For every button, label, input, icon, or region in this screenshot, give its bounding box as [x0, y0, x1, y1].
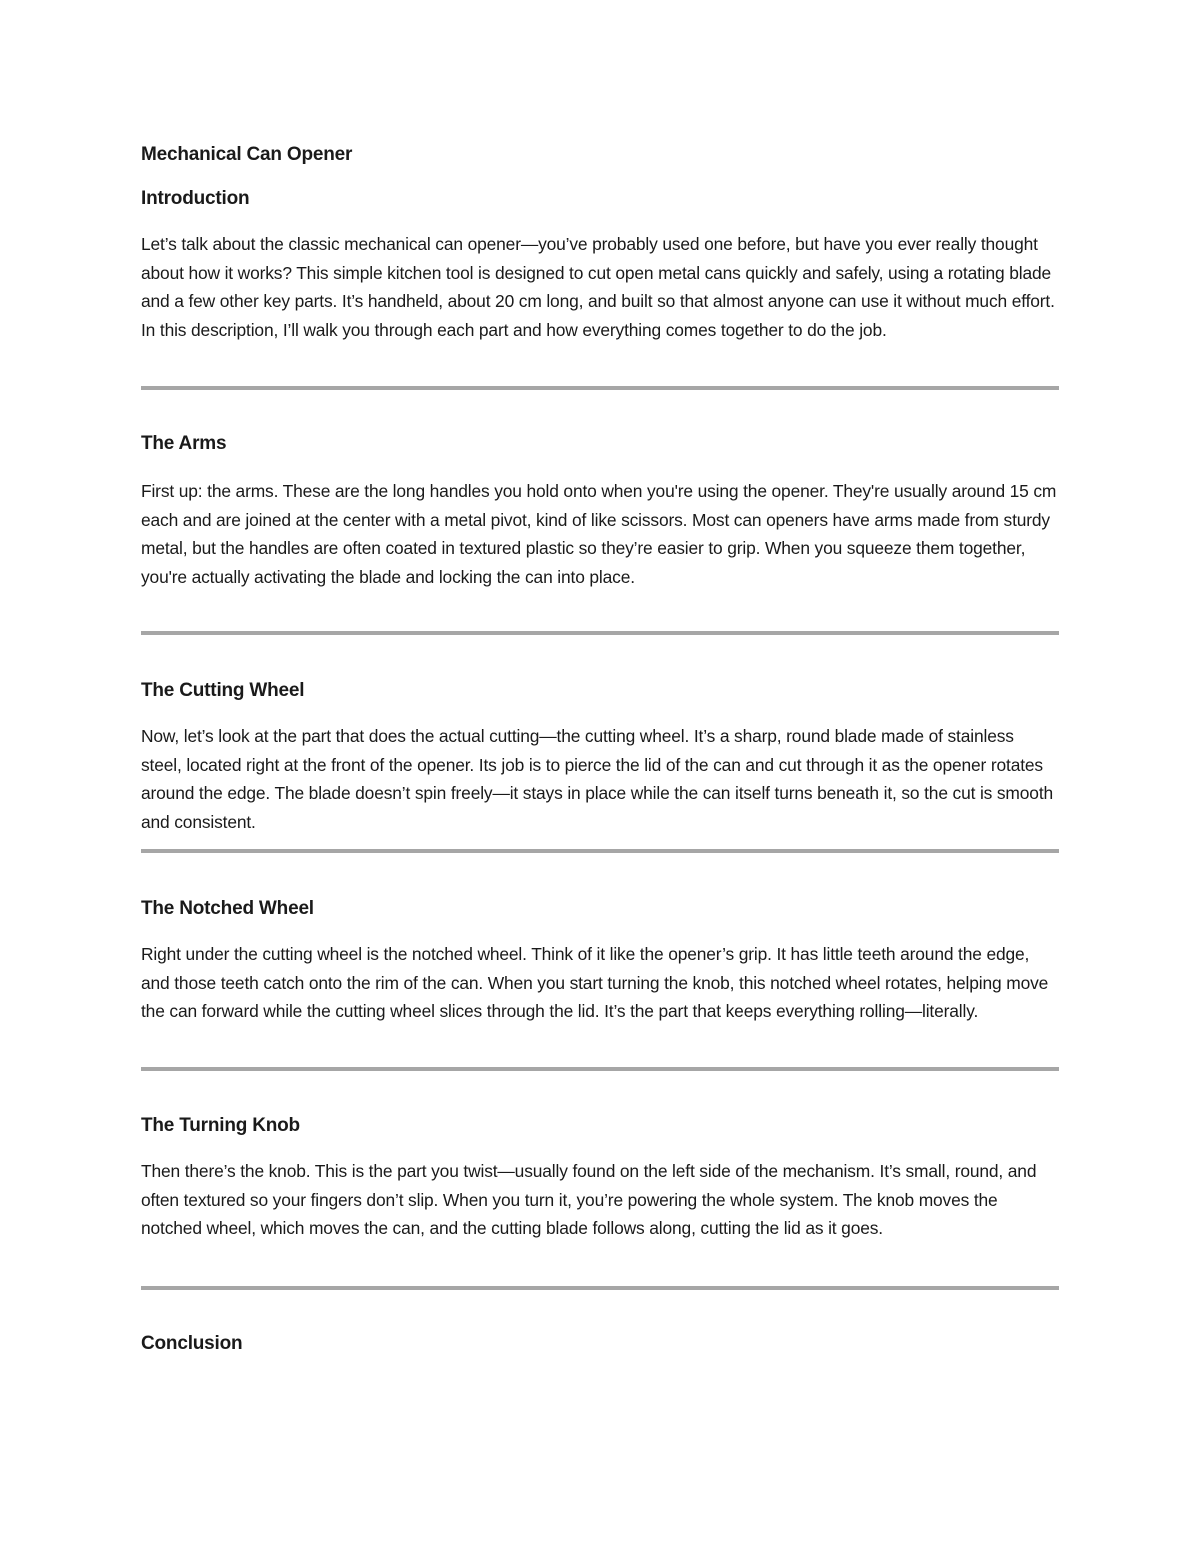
section-heading: Conclusion — [141, 1333, 243, 1354]
section-divider — [141, 631, 1059, 635]
section-divider — [141, 1286, 1059, 1290]
section-divider — [141, 849, 1059, 853]
section-the-notched-wheel — [141, 897, 1059, 1026]
section-divider — [141, 386, 1059, 390]
section-heading: The Arms — [141, 433, 227, 454]
section-body: Let’s talk about the classic mechanical can opener—you’ve probably used one before, but have you ever really thought about how it works? This simple kitchen tool is designed to cut open metal cans quickly and safely, using a rotating blade and a few other key parts. It’s handheld, about 20 cm long, and built so that almost anyone can use it without much effort. In this description, I’ll walk you through each part and how everything comes together to do the job. — [141, 234, 1055, 340]
section-introduction — [141, 187, 1059, 344]
section-body: Now, let’s look at the part that does the actual cutting—the cutting wheel. It’s a sharp, round blade made of stainless steel, located right at the front of the opener. Its job is to pierce the lid of the can and cut through it as the opener rotates around the edge. The blade doesn’t spin freely—it stays in place while the can itself turns beneath it, so the cut is smooth and consistent. — [141, 726, 1054, 832]
section-body: Then there’s the knob. This is the part you twist—usually found on the left side of the mechanism. It’s small, round, and often textured so your fingers don’t slip. When you turn it, you’re powering the whole system. The knob moves the notched wheel, which moves the can, and the cutting blade follows along, cutting the lid as it goes. — [141, 1161, 1037, 1239]
section-conclusion — [141, 1332, 1059, 1356]
section-divider — [141, 1067, 1059, 1071]
section-body: Right under the cutting wheel is the notched wheel. Think of it like the opener’s grip. It has little teeth around the edge, and those teeth catch onto the rim of the can. When you start turning the knob, this notched wheel rotates, helping move the can forward while the cutting wheel slices through the lid. It’s the part that keeps everything rolling—literally. — [141, 944, 1049, 1022]
section-the-arms — [141, 432, 1059, 591]
section-heading: The Notched Wheel — [141, 898, 314, 919]
section-heading: Introduction — [141, 188, 250, 209]
document-title: Mechanical Can Opener — [141, 144, 353, 165]
section-heading: The Turning Knob — [141, 1115, 300, 1136]
section-heading: The Cutting Wheel — [141, 680, 305, 701]
section-the-cutting-wheel — [141, 679, 1059, 836]
section-body: First up: the arms. These are the long handles you hold onto when you're using the opener. They're usually around 15 cm each and are joined at the center with a metal pivot, kind of like scissors. Most can openers have arms made from sturdy metal, but the handles are often coated in textured plastic so they’re easier to grip. When you squeeze them together, you're actually activating the blade and locking the can into place. — [141, 481, 1057, 587]
section-the-turning-knob — [141, 1114, 1059, 1243]
